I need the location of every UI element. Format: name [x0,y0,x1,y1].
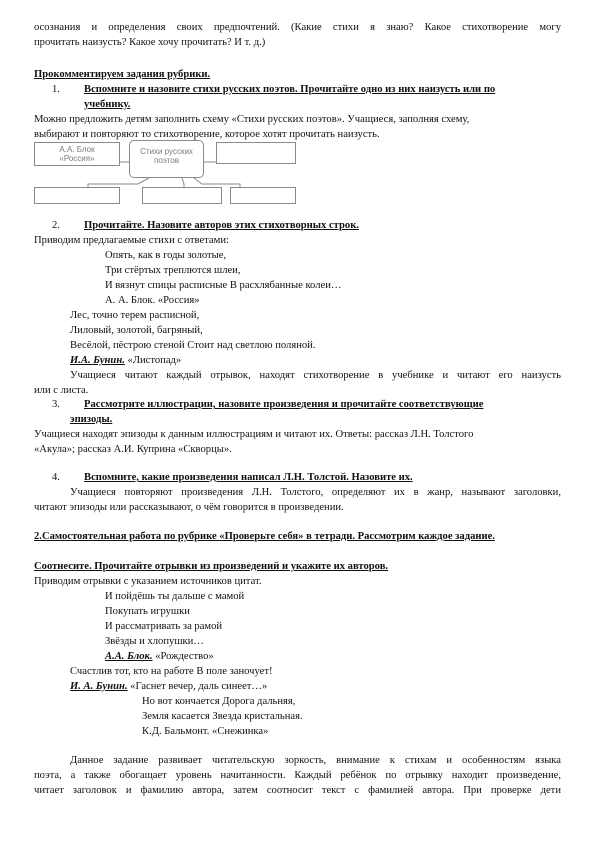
poem-line: И вязнут спицы расписные В расхлябанные колеи… [105,280,342,291]
poem-line: И рассматривать за рамой [105,621,223,632]
task-title: Вспомните и назовите стихи русских поэтов. Прочитайте одно из них наизусть или по [84,84,496,95]
text-line: Учащиеся находят эпизоды к данным иллюстрациям и читают их. Ответы: рассказ Л.Н. Толстого [34,429,474,440]
task-title: Рассмотрите иллюстрации, назовите произведения и прочитайте соответствующие [84,399,484,410]
poem-attribution [70,353,595,368]
section-heading: 2.Самостоятельная работа по рубрике «Проверьте себя» в тетради. Рассмотрим каждое задание. [34,531,495,542]
scheme-empty-box [142,187,222,204]
poem-line: Три стёртых треплются шлеи, [105,265,241,276]
text-line: читают эпизоды или рассказывают, о чём говорится в произведении. [34,502,344,513]
poem-title: «Гаснет вечер, даль синеет…» [130,681,268,692]
task-number: 1. [52,84,60,95]
scheme-empty-box [230,187,296,204]
text-line: Можно предложить детям заполнить схему «Стихи русских поэтов». Учащиеся, заполняя схему, [34,114,470,125]
section-heading: Прокомментируем задания рубрики. [34,69,211,80]
task-item-1 [52,82,561,97]
text-line: Приводим предлагаемые стихи с ответами: [34,235,229,246]
task-heading: Соотнесите. Прочитайте отрывки из произведений и укажите их авторов. [34,561,389,572]
poem-title: «Рождество» [155,651,214,662]
poem-line: И пойдёшь ты дальше с мамой [105,591,245,602]
task-item-2 [52,218,561,233]
scheme-box-author: А.А. Блок [59,145,95,154]
poem-attribution [70,679,595,694]
poem-attribution: К.Д. Бальмонт. «Снежинка» [142,726,269,737]
poem-line: Звёзды и хлопушки… [105,636,204,647]
poem-line: Но вот кончается Дорога дальняя, [142,696,296,707]
text-line: Учащиеся читают каждый отрывок, находят стихотворение в учебнике и читают его наизусть [70,370,561,381]
poem-line: Лиловый, золотой, багряный, [70,325,203,336]
poem-title: «Листопад» [127,355,182,366]
text-line: «Акула»; рассказ А.И. Куприна «Скворцы». [34,444,232,455]
text-line: Учащиеся повторяют произведения Л.Н. Толстого, определяют их в жанр, называют заголовки, [70,487,561,498]
task-title-continued: учебнику. [84,99,131,110]
text-line: или с листа. [34,385,89,396]
poem-line: Опять, как в годы золотые, [105,250,227,261]
poets-scheme-diagram [34,140,296,204]
task-title: Вспомните, какие произведения написал Л.Н. Толстой. Назовите их. [84,472,413,483]
text-line: выбирают и повторяют то стихотворение, которое хотят прочитать наизусть. [34,129,380,140]
poem-attribution: А. А. Блок. «Россия» [105,295,200,306]
scheme-center-line: поэтов [154,156,179,165]
task-title: Прочитайте. Назовите авторов этих стихотворных строк. [84,220,359,231]
text-line: Приводим отрывки с указанием источников цитат. [34,576,262,587]
poem-line: Счастлив тот, кто на работе В поле заночует! [70,666,273,677]
task-number: 3. [52,399,60,410]
text-line: осознания и определения своих предпочтений. (Какие стихи я знаю? Какое стихотворение могу [34,22,561,33]
scheme-box-poem: «Россия» [59,154,95,163]
poem-author: И. А. Бунин. [70,681,128,692]
poem-line: Земля касается Звезда кристальная. [142,711,303,722]
task-item-3 [52,397,561,412]
task-title-continued: эпизоды. [70,414,113,425]
poem-line: Весёлой, пёстрою стеной Стоит над светлою поляной. [70,340,316,351]
task-number: 2. [52,220,60,231]
text-line: Данное задание развивает читательскую зоркость, внимание к стихам и особенностям языка [70,755,561,766]
text-line: прочитать наизусть? Какое хочу прочитать? И т. д.) [34,37,266,48]
poem-line: Лес, точно терем расписной, [70,310,200,321]
poem-attribution [105,649,595,664]
scheme-center-box [129,140,204,178]
text-line: поэта, а также обогащает уровень начитанности. Каждый ребёнок по отрывку находит произведение, [34,770,561,781]
scheme-center-line: Стихи русских [140,147,193,156]
scheme-empty-box [216,142,296,164]
poem-line: Покупать игрушки [105,606,190,617]
poem-author: И.А. Бунин. [70,355,125,366]
scheme-box-blok [34,142,120,166]
poem-author: А.А. Блок. [105,651,153,662]
scheme-empty-box [34,187,120,204]
text-line: читает заголовок и фамилию автора, затем соотносит текст с фамилией автора. При проверке дети [34,785,561,796]
task-item-4 [52,470,561,485]
task-number: 4. [52,472,60,483]
